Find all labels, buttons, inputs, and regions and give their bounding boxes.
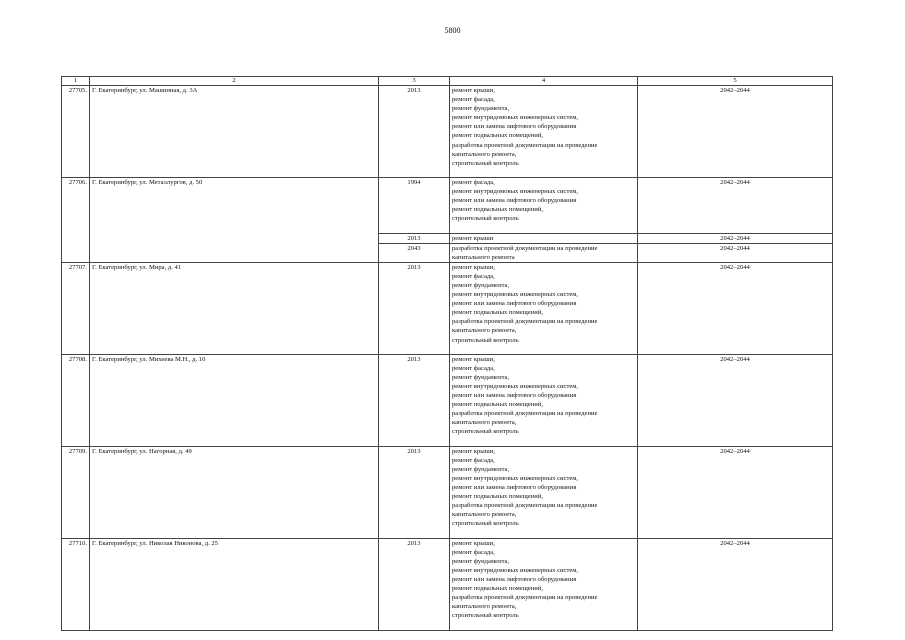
- works-cell: [450, 233, 638, 243]
- work-item: капитального ремонта,: [452, 603, 517, 611]
- work-item: ремонт внутридомовых инженерных систем,: [452, 291, 579, 299]
- period-cell: 2042–2044: [638, 446, 833, 538]
- work-item: ремонт крыши,: [452, 355, 495, 363]
- address-cell: Г. Екатеринбург, ул. Мира, д. 41: [90, 262, 379, 354]
- works-cell: [450, 177, 638, 233]
- works-cell: [450, 243, 638, 262]
- work-item: разработка проектной документации на проведение: [452, 318, 598, 326]
- row-number: 27708.: [62, 354, 90, 446]
- address-cell: Г. Екатеринбург, ул. Михеева М.Н., д. 10: [90, 354, 379, 446]
- spacer: [452, 168, 635, 177]
- work-item: ремонт подвальных помещений,: [452, 493, 543, 501]
- table-row: [62, 446, 833, 538]
- year-cell: 1994: [379, 177, 450, 233]
- work-item: разработка проектной документации на проведение: [452, 502, 598, 510]
- work-item: ремонт фундамента,: [452, 373, 510, 381]
- period-cell: 2042–2044: [638, 243, 833, 262]
- year-cell: 2013: [379, 354, 450, 446]
- work-item: капитального ремонта,: [452, 150, 517, 158]
- works-cell: [450, 446, 638, 538]
- works-cell: [450, 262, 638, 354]
- work-item: ремонт фасада,: [452, 272, 495, 280]
- column-header: 1: [62, 77, 90, 86]
- work-item: ремонт или замена лифтового оборудования: [452, 123, 577, 131]
- column-header: 3: [379, 77, 450, 86]
- spacer: [452, 437, 635, 446]
- work-item: ремонт подвальных помещений,: [452, 401, 543, 409]
- work-item: ремонт крыши: [452, 234, 494, 242]
- work-item: разработка проектной документации на проведение: [452, 410, 598, 418]
- work-item: ремонт или замена лифтового оборудования: [452, 484, 577, 492]
- work-item: ремонт фасада,: [452, 178, 495, 186]
- column-header: 2: [90, 77, 379, 86]
- works-cell: [450, 538, 638, 630]
- work-item: строительный контроль: [452, 159, 519, 167]
- work-item: ремонт фасада,: [452, 456, 495, 464]
- period-cell: 2042–2044: [638, 177, 833, 233]
- table-row: [62, 538, 833, 630]
- work-item: ремонт или замена лифтового оборудования: [452, 392, 577, 400]
- year-cell: 2013: [379, 538, 450, 630]
- row-number: 27706.: [62, 177, 90, 262]
- work-item: ремонт подвальных помещений,: [452, 585, 543, 593]
- work-item: ремонт внутридомовых инженерных систем,: [452, 114, 579, 122]
- column-header-row: [62, 77, 833, 86]
- table-row: [62, 177, 833, 233]
- work-item: ремонт внутридомовых инженерных систем,: [452, 474, 579, 482]
- work-item: ремонт фундамента,: [452, 557, 510, 565]
- row-number: 27709.: [62, 446, 90, 538]
- work-item: разработка проектной документации на проведение: [452, 141, 598, 149]
- period-cell: 2042–2044: [638, 262, 833, 354]
- year-cell: 2013: [379, 233, 450, 243]
- period-cell: 2042–2044: [638, 538, 833, 630]
- work-item: ремонт крыши,: [452, 263, 495, 271]
- address-cell: Г. Екатеринбург, ул. Металлургов, д. 50: [90, 177, 379, 262]
- work-item: ремонт внутридомовых инженерных систем,: [452, 188, 579, 196]
- address-cell: Г. Екатеринбург, ул. Николая Никонова, д. 25: [90, 538, 379, 630]
- spacer: [452, 345, 635, 354]
- work-item: капитального ремонта,: [452, 419, 517, 427]
- work-item: ремонт фасада,: [452, 548, 495, 556]
- row-number: 27705.: [62, 86, 90, 178]
- work-item: ремонт фундамента,: [452, 105, 510, 113]
- table-row: [62, 86, 833, 178]
- address-cell: Г. Екатеринбург, ул. Машинная, д. 3А: [90, 86, 379, 178]
- row-number: 27710.: [62, 538, 90, 630]
- year-cell: 2013: [379, 86, 450, 178]
- period-cell: 2042–2044: [638, 233, 833, 243]
- row-number: 27707.: [62, 262, 90, 354]
- period-cell: 2042–2044: [638, 354, 833, 446]
- work-item: ремонт крыши,: [452, 447, 495, 455]
- work-item: ремонт фундамента,: [452, 281, 510, 289]
- work-item: ремонт подвальных помещений,: [452, 206, 543, 214]
- repair-schedule-table: [61, 76, 833, 631]
- work-item: разработка проектной документации на проведение: [452, 594, 598, 602]
- work-item: строительный контроль: [452, 520, 519, 528]
- spacer: [452, 529, 635, 538]
- work-item: строительный контроль: [452, 612, 519, 620]
- period-cell: 2042–2044: [638, 86, 833, 178]
- work-item: ремонт фасада,: [452, 364, 495, 372]
- table-row: [62, 354, 833, 446]
- work-item: ремонт внутридомовых инженерных систем,: [452, 383, 579, 390]
- address-cell: Г. Екатеринбург, ул. Нагорная, д. 49: [90, 446, 379, 538]
- table-row: [62, 262, 833, 354]
- work-item: капитального ремонта: [452, 253, 515, 261]
- works-cell: [450, 354, 638, 446]
- work-item: разработка проектной документации на проведение: [452, 244, 598, 252]
- work-item: строительный контроль: [452, 336, 519, 344]
- work-item: ремонт подвальных помещений,: [452, 132, 543, 140]
- work-item: капитального ремонта,: [452, 327, 517, 335]
- work-item: ремонт или замена лифтового оборудования: [452, 575, 577, 583]
- works-cell: [450, 86, 638, 178]
- work-item: ремонт или замена лифтового оборудования: [452, 300, 577, 308]
- work-item: ремонт фундамента,: [452, 465, 510, 473]
- column-header: 5: [638, 77, 833, 86]
- work-item: ремонт внутридомовых инженерных систем,: [452, 566, 579, 574]
- work-item: строительный контроль: [452, 428, 519, 436]
- work-item: ремонт крыши,: [452, 539, 495, 547]
- column-header: 4: [450, 77, 638, 86]
- work-item: строительный контроль: [452, 215, 519, 223]
- work-item: ремонт фасада,: [452, 96, 495, 104]
- spacer: [452, 223, 635, 232]
- page-number: 5800: [444, 26, 461, 35]
- year-cell: 2013: [379, 446, 450, 538]
- year-cell: 2013: [379, 262, 450, 354]
- work-item: ремонт крыши,: [452, 87, 495, 94]
- spacer: [452, 620, 635, 629]
- year-cell: 2043: [379, 243, 450, 262]
- work-item: ремонт подвальных помещений,: [452, 309, 543, 317]
- table-body: [62, 77, 833, 631]
- work-item: ремонт или замена лифтового оборудования: [452, 197, 577, 205]
- work-item: капитального ремонта,: [452, 511, 517, 519]
